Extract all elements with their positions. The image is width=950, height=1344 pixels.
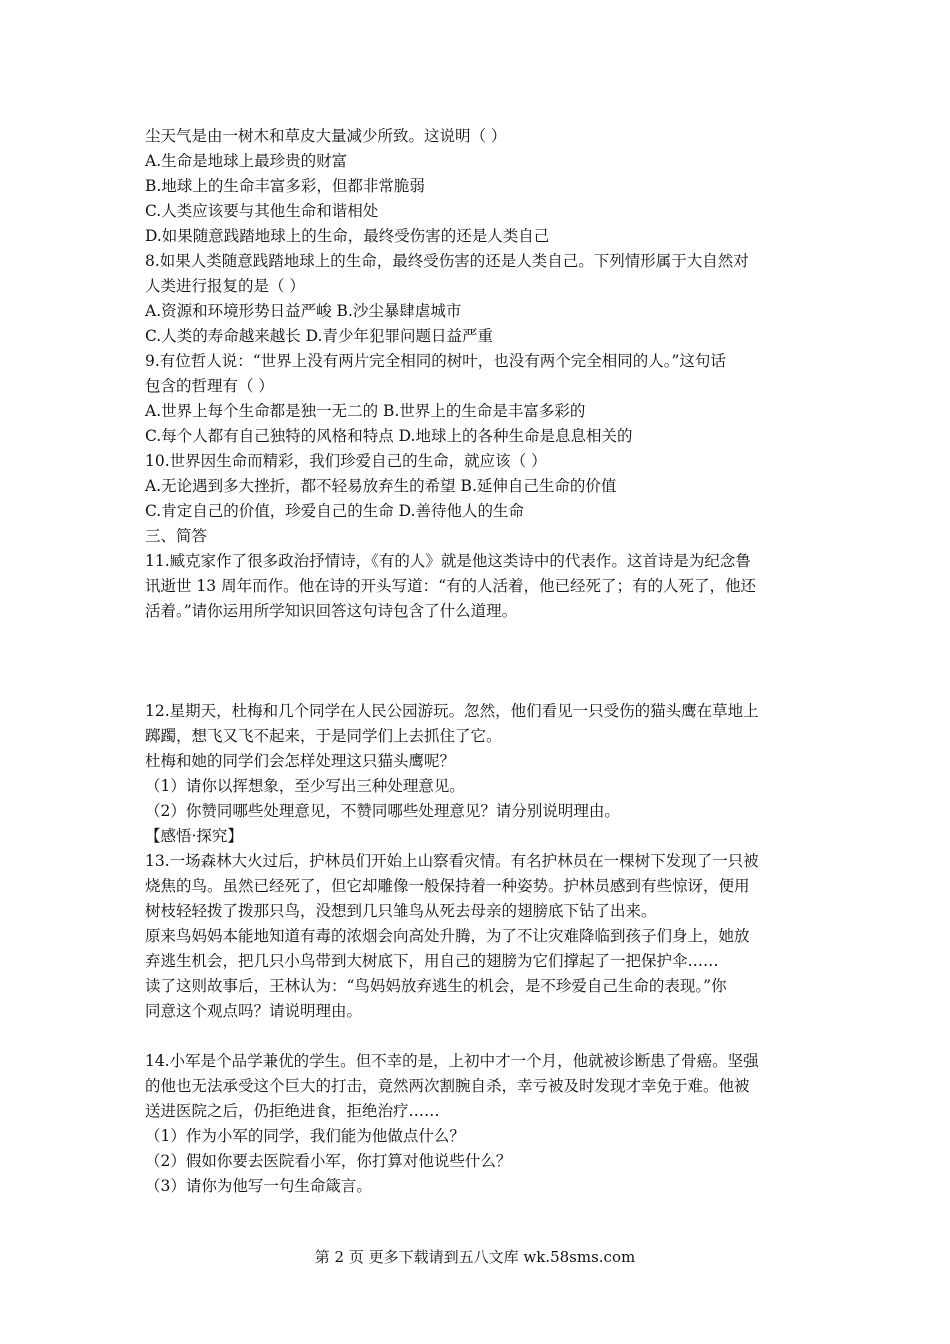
text-line: A.资源和环境形势日益严峻 B.沙尘暴肆虐城市 bbox=[145, 302, 462, 320]
text-line: D.如果随意践踏地球上的生命，最终受伤害的还是人类自己 bbox=[145, 227, 550, 245]
text-line: 尘天气是由一树木和草皮大量减少所致。这说明（ ） bbox=[145, 127, 507, 145]
text-line: （3）请你为他写一句生命箴言。 bbox=[145, 1177, 372, 1195]
text-line: A.生命是地球上最珍贵的财富 bbox=[145, 152, 348, 170]
text-line: 树枝轻轻拨了拨那只鸟，没想到几只雏鸟从死去母亲的翅膀底下钻了出来。 bbox=[145, 902, 657, 920]
text-line: C.每个人都有自己独特的风格和特点 D.地球上的各种生命是息息相关的 bbox=[145, 427, 633, 445]
text-line: （1）作为小军的同学，我们能为他做点什么？ bbox=[145, 1127, 465, 1145]
page-footer: 第 2 页 更多下载请到五八文库 wk.58sms.com bbox=[314, 1248, 636, 1266]
text-line: 同意这个观点吗？请说明理由。 bbox=[145, 1002, 363, 1020]
text-line: （2）你赞同哪些处理意见，不赞同哪些处理意见？请分别说明理由。 bbox=[145, 802, 620, 820]
section-heading: 三、简答 bbox=[145, 527, 208, 545]
text-line: C.人类的寿命越来越长 D.青少年犯罪问题日益严重 bbox=[145, 327, 493, 345]
text-line: 13.一场森林大火过后，护林员们开始上山察看灾情。有名护林员在一棵树下发现了一只被 bbox=[145, 852, 759, 870]
text-line: C.人类应该要与其他生命和谐相处 bbox=[145, 202, 379, 220]
text-line: 烧焦的鸟。虽然已经死了，但它却雕像一般保持着一种姿势。护林员感到有些惊讶，便用 bbox=[145, 877, 750, 895]
text-line: 包含的哲理有（ ） bbox=[145, 377, 274, 395]
text-line: （2）假如你要去医院看小军，你打算对他说些什么？ bbox=[145, 1152, 512, 1170]
text-line: （1）请你以挥想象，至少写出三种处理意见。 bbox=[145, 777, 465, 795]
text-line: 9.有位哲人说：“世界上没有两片完全相同的树叶，也没有两个完全相同的人。”这句话 bbox=[145, 352, 726, 370]
text-line: 的他也无法承受这个巨大的打击，竟然两次割腕自杀，幸亏被及时发现才幸免于难。他被 bbox=[145, 1077, 750, 1095]
text-line: 原来鸟妈妈本能地知道有毒的浓烟会向高处升腾，为了不让灾难降临到孩子们身上，她放 bbox=[145, 927, 750, 945]
text-line: 踯躅，想飞又飞不起来，于是同学们上去抓住了它。 bbox=[145, 727, 502, 745]
text-line: 11.臧克家作了很多政治抒情诗，《有的人》就是他这类诗中的代表作。这首诗是为纪念鲁 bbox=[145, 552, 751, 570]
section-heading: 【感悟·探究】 bbox=[145, 827, 243, 845]
text-line: 14.小军是个品学兼优的学生。但不幸的是，上初中才一个月，他就被诊断患了骨癌。坚强 bbox=[145, 1052, 759, 1070]
text-line: 10.世界因生命而精彩，我们珍爱自己的生命，就应该（ ） bbox=[145, 452, 547, 470]
text-line: B.地球上的生命丰富多彩，但都非常脆弱 bbox=[145, 177, 425, 195]
text-line: 弃逃生机会，把几只小鸟带到大树底下，用自己的翅膀为它们撑起了一把保护伞…… bbox=[145, 952, 719, 970]
text-line: 读了这则故事后，王林认为：“鸟妈妈放弃逃生的机会，是不珍爱自己生命的表现。”你 bbox=[145, 977, 727, 995]
text-line: 12.星期天，杜梅和几个同学在人民公园游玩。忽然，他们看见一只受伤的猫头鹰在草地上 bbox=[145, 702, 759, 720]
text-line: A.无论遇到多大挫折，都不轻易放弃生的希望 B.延伸自己生命的价值 bbox=[145, 477, 617, 495]
text-line: 杜梅和她的同学们会怎样处理这只猫头鹰呢？ bbox=[145, 752, 456, 770]
text-line: 活着。”请你运用所学知识回答这句诗包含了什么道理。 bbox=[145, 602, 518, 620]
text-line: A.世界上每个生命都是独一无二的 B.世界上的生命是丰富多彩的 bbox=[145, 402, 586, 420]
text-line: 讯逝世 13 周年而作。他在诗的开头写道：“有的人活着，他已经死了；有的人死了，他还 bbox=[145, 577, 757, 595]
text-line: C.肯定自己的价值，珍爱自己的生命 D.善待他人的生命 bbox=[145, 502, 524, 520]
text-line: 8.如果人类随意践踏地球上的生命，最终受伤害的还是人类自己。下列情形属于大自然对 bbox=[145, 252, 749, 270]
text-line: 人类进行报复的是（ ） bbox=[145, 277, 305, 295]
text-line: 送进医院之后，仍拒绝进食，拒绝治疗…… bbox=[145, 1102, 440, 1120]
